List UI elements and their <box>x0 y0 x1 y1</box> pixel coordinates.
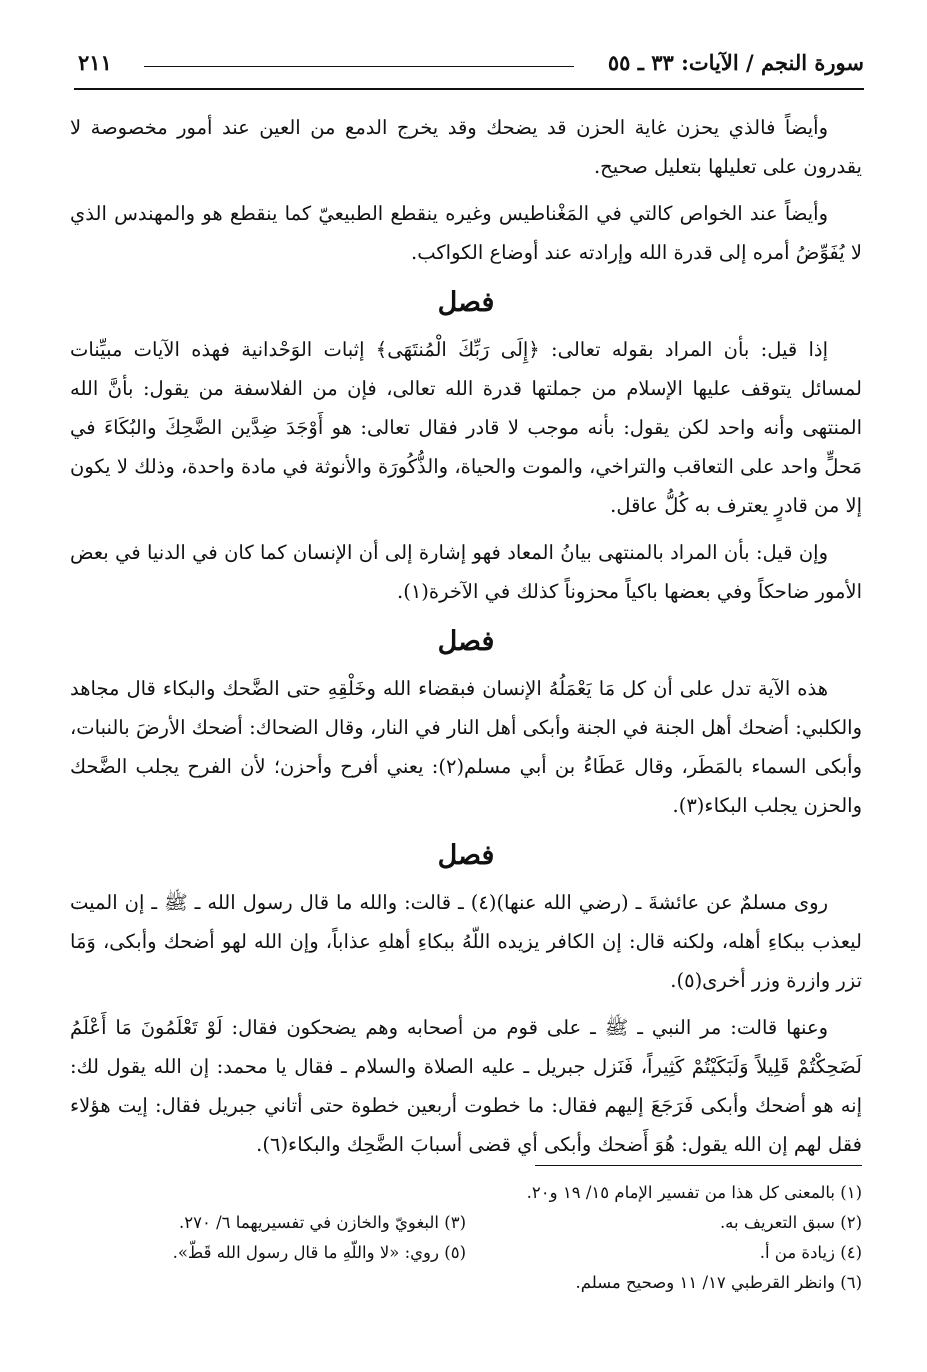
footnote-6: (٦) وانظر القرطبي ١٧/ ١١ وصحيح مسلم. <box>575 1273 862 1292</box>
footnote-3: (٣) البغويّ والخازن في تفسيريهما ٦/ ٢٧٠. <box>179 1213 466 1232</box>
paragraph-1: وأيضاً فالذي يحزن غاية الحزن قد يضحك وقد يخرج الدمع من العين عند أمور مخصوصة لا يقدرون على تعليلها بتعليل صحيح. <box>70 116 862 178</box>
header-rule <box>74 88 864 90</box>
main-text <box>70 108 862 1172</box>
footnote-2: (٢) سبق التعريف به. <box>719 1213 862 1232</box>
footnote-row <box>70 1208 862 1238</box>
paragraph-6: روى مسلمٌ عن عائشةَ ـ (رضي الله عنها)(٤) ـ قالت: والله ما قال رسول الله ـ ﷺ ـ إن الميت ليعذب ببكاءِ أهله، ولكنه قال: إن الكافر يزيده اللّهُ ببكاءِ أهلهِ عذاباً، وإن الله لهو أضحك وأبكى، وَمَا تزر وازرة وزر أخرى(٥). <box>70 891 862 992</box>
header-dash-line <box>144 66 574 67</box>
paragraph-3: إذا قيل: بأن المراد بقوله تعالى: ﴿إِلَى رَبِّكَ الْمُنتَهَى﴾ إثبات الوَحْدانية فهذه الآيات مبيِّنات لمسائل يتوقف عليها الإسلام من جملتها قدرة الله تعالى، فإن من الفلاسفة من يقول: بأنَّ الله المنتهى وأنه واحد لكن يقول: بأنه موجب لا قادر فقال تعالى: هو أَوْجَدَ ضِدَّين الضَّحِكَ والبُكَاءَ في مَحلٍّ واحد على التعاقب والتراخي، والموت والحياة، والذُّكُورَة والأنوثة في مادة واحدة، وذلك لا يكون إلا من قادرٍ يعترف به كُلُّ عاقل. <box>70 338 862 517</box>
footnote-row <box>70 1238 862 1268</box>
section-heading-3: فصل <box>437 840 495 871</box>
chapter-title: سورة النجم / الآيات: ٣٣ ـ ٥٥ <box>607 50 864 75</box>
footnote-1: (١) بالمعنى كل هذا من تفسير الإمام ١٥/ ١٩ و٢٠. <box>526 1183 862 1202</box>
footnote-separator <box>535 1165 862 1166</box>
footnotes <box>70 1178 862 1298</box>
footnote-5: (٥) روي: «لا واللّهِ ما قال رسول الله قَطّ». <box>172 1243 466 1262</box>
footnote-4: (٤) زيادة من أ. <box>759 1243 862 1262</box>
running-header <box>74 44 864 90</box>
section-heading-1: فصل <box>437 287 495 318</box>
section-heading-2: فصل <box>437 626 495 657</box>
paragraph-4: وإن قيل: بأن المراد بالمنتهى بيانُ المعاد فهو إشارة إلى أن الإنسان كما كان في الدنيا في بعض الأمور ضاحكاً وفي بعضها باكياً محزوناً كذلك في الآخرة(١). <box>70 541 862 603</box>
paragraph-2: وأيضاً عند الخواص كالتي في المَغْناطيس وغيره ينقطع الطبيعيّ كما ينقطع هو والمهندس الذي لا يُفَوِّضُ أمره إلى قدرة الله وإرادته عند أوضاع الكواكب. <box>70 202 862 264</box>
paragraph-7: وعنها قالت: مر النبي ـ ﷺ ـ على قوم من أصحابه وهم يضحكون فقال: لَوْ تَعْلَمُونَ مَا أَعْلَمُ لَضَحِكْتُمْ قَلِيلاً وَلَبَكَيْتُمْ كَثِيراً، فَنَزل جبريل ـ عليه الصلاة والسلام ـ فقال يا محمد: إن الله يقول لك: إنه هو أضحك وأبكى فَرَجَعَ إليهم فقال: ما خطوت أربعين خطوة حتى أتاني جبريل فقال: إيت هؤلاء فقل لهم إن الله يقول: هُوَ أَضحك وأبكى أي قضى أسبابَ الضَّحِك والبكاء(٦). <box>70 1016 862 1156</box>
paragraph-5: هذه الآية تدل على أن كل مَا يَعْمَلُهُ الإنسان فبقضاء الله وخَلْقِهِ حتى الضَّحك والبكاء قال مجاهد والكلبي: أضحك أهل الجنة في الجنة وأبكى أهل النار في النار، وقال الضحاك: أضحك الأرضَ بالنبات، وأبكى السماء بالمَطَر، وقال عَطَاءُ بن أبي مسلم(٢): يعني أفرح وأحزن؛ لأن الفرح يجلب الضَّحك والحزن يجلب البكاء(٣). <box>70 677 862 817</box>
page-number: ٢١١ <box>78 50 112 75</box>
